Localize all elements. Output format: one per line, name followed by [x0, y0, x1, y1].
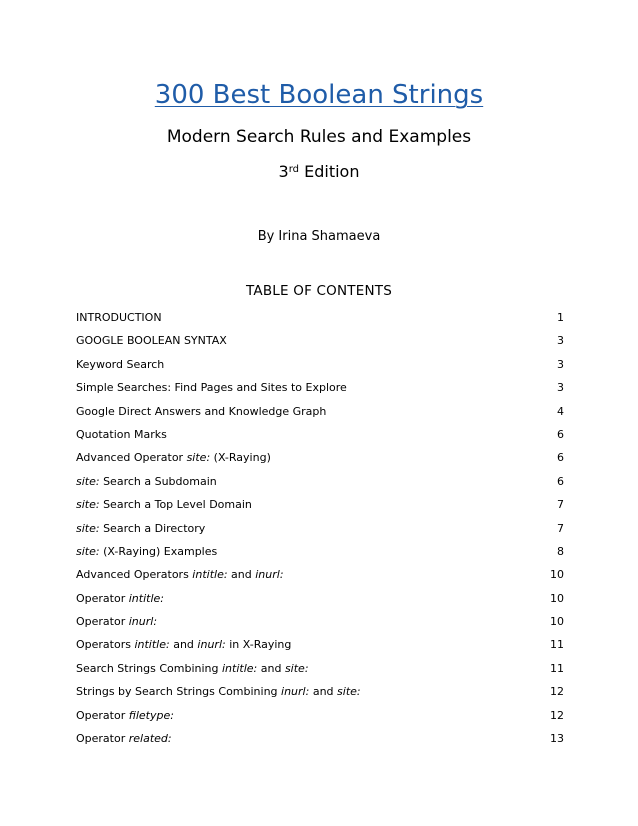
toc-entry-title — [76, 329, 227, 352]
toc-entry-text: (X-Raying) — [210, 451, 271, 465]
toc-entry[interactable] — [76, 704, 564, 727]
toc-entry-title — [76, 727, 172, 750]
toc-entry-title — [76, 470, 217, 493]
toc-entry[interactable] — [76, 353, 564, 376]
toc-entry-operator: site: — [186, 451, 211, 465]
toc-entry-text: Operators — [76, 638, 135, 652]
document-subtitle: Modern Search Rules and Examples — [166, 127, 472, 147]
toc-entry-text: in X-Raying — [225, 638, 292, 652]
toc-entry-title — [76, 423, 167, 446]
toc-entry-operator: site: — [337, 685, 361, 699]
toc-entry[interactable] — [76, 306, 564, 329]
toc-entry-operator: inurl: — [128, 615, 158, 629]
toc-entry-title — [76, 563, 284, 586]
edition-line — [0, 160, 638, 184]
toc-entry[interactable] — [76, 446, 564, 469]
toc-entry-page-number: 7 — [557, 521, 564, 535]
toc-entry[interactable] — [76, 400, 564, 423]
toc-entry-page-number: 10 — [550, 591, 564, 605]
toc-entry-text: INTRODUCTION — [76, 311, 162, 324]
toc-entry-text: Search Strings Combining — [76, 661, 222, 675]
toc-entry-text: and — [169, 638, 198, 652]
toc-entry-text: and — [257, 661, 285, 675]
toc-entry-text: Operator — [76, 732, 129, 746]
toc-entry-operator: site: — [76, 474, 100, 488]
toc-entry-text: Search a Top Level Domain — [99, 498, 252, 512]
toc-entry-operator: filetype: — [128, 708, 174, 722]
toc-entry-text: Operator — [76, 591, 129, 605]
toc-entry-title — [76, 376, 347, 399]
toc-entry-page-number: 6 — [557, 427, 564, 441]
toc-entry-operator: related: — [128, 732, 172, 746]
toc-entry[interactable] — [76, 517, 564, 540]
toc-entry-text: Search a Subdomain — [99, 474, 217, 488]
toc-entry-text: and — [227, 568, 256, 582]
toc-heading: TABLE OF CONTENTS — [246, 283, 392, 299]
toc-entry-page-number: 12 — [550, 685, 564, 699]
toc-entry-title — [76, 633, 291, 656]
edition-ordinal-suffix: rd — [288, 164, 300, 175]
toc-entry[interactable] — [76, 727, 564, 750]
toc-entry[interactable] — [76, 657, 564, 680]
toc-entry-text: GOOGLE BOOLEAN SYNTAX — [76, 334, 227, 348]
toc-entry-operator: intitle: — [192, 568, 228, 582]
toc-entry[interactable] — [76, 470, 564, 493]
toc-entry-operator: intitle: — [128, 591, 164, 605]
toc-entry-operator: site: — [76, 544, 100, 558]
toc-entry-text: and — [309, 685, 338, 699]
toc-entry[interactable] — [76, 329, 564, 352]
toc-entry[interactable] — [76, 563, 564, 586]
author-byline: By Irina Shamaeva — [257, 229, 381, 244]
toc-entry-operator: intitle: — [222, 661, 258, 675]
toc-entry-text: Operator — [76, 708, 129, 722]
toc-entry-page-number: 13 — [550, 732, 564, 746]
table-of-contents — [76, 306, 564, 750]
toc-entry-title — [76, 704, 174, 727]
toc-entry[interactable] — [76, 587, 564, 610]
toc-entry-text: Operator — [76, 615, 129, 629]
toc-entry[interactable] — [76, 423, 564, 446]
toc-entry[interactable] — [76, 680, 564, 703]
toc-entry-text: Advanced Operator — [76, 451, 187, 465]
toc-entry-text: Search a Directory — [99, 521, 206, 535]
toc-entry[interactable] — [76, 610, 564, 633]
toc-entry-page-number: 10 — [550, 615, 564, 629]
toc-entry-text: Advanced Operators — [76, 568, 193, 582]
toc-entry[interactable] — [76, 376, 564, 399]
toc-entry-title — [76, 610, 157, 633]
toc-entry-title — [76, 446, 271, 469]
toc-entry-page-number: 11 — [550, 661, 564, 675]
toc-entry-text: Google Direct Answers and Knowledge Graph — [76, 404, 327, 418]
toc-entry-title — [76, 680, 361, 703]
document-title-link[interactable]: 300 Best Boolean Strings — [154, 80, 484, 110]
toc-entry-operator: inurl: — [255, 568, 284, 582]
toc-entry-page-number: 1 — [557, 311, 564, 324]
toc-entry[interactable] — [76, 493, 564, 516]
edition-label: Edition — [304, 162, 360, 181]
toc-entry-title — [76, 400, 326, 423]
toc-entry-text: Simple Searches: Find Pages and Sites to Explore — [76, 381, 347, 395]
toc-entry-page-number: 12 — [550, 708, 564, 722]
toc-entry-page-number: 3 — [557, 357, 564, 371]
document-title[interactable] — [0, 78, 638, 112]
toc-entry-page-number: 10 — [550, 568, 564, 582]
toc-entry-title — [76, 540, 217, 563]
toc-entry-text: Strings by Search Strings Combining — [76, 685, 282, 699]
toc-entry-page-number: 6 — [557, 474, 564, 488]
toc-entry-page-number: 7 — [557, 498, 564, 512]
toc-entry-title — [76, 493, 252, 516]
toc-entry-title — [76, 353, 164, 376]
toc-entry-page-number: 6 — [557, 451, 564, 465]
toc-entry-title — [76, 657, 309, 680]
toc-entry-operator: site: — [284, 661, 309, 675]
toc-entry-title — [76, 517, 205, 540]
toc-entry-page-number: 11 — [550, 638, 564, 652]
toc-entry-text: Keyword Search — [76, 357, 165, 371]
toc-entry-title — [76, 587, 164, 610]
toc-entry-page-number: 3 — [557, 334, 564, 348]
toc-entry-operator: inurl: — [197, 638, 226, 652]
toc-entry-page-number: 8 — [557, 544, 564, 558]
edition-number: 3 — [278, 162, 289, 181]
toc-entry-operator: site: — [76, 498, 100, 512]
toc-entry-page-number: 3 — [557, 381, 564, 395]
toc-entry-operator: inurl: — [281, 685, 310, 699]
toc-entry-text: (X-Raying) Examples — [99, 544, 218, 558]
toc-entry[interactable] — [76, 633, 564, 656]
toc-entry-operator: site: — [76, 521, 100, 535]
toc-entry[interactable] — [76, 540, 564, 563]
toc-entry-text: Quotation Marks — [76, 427, 167, 441]
toc-entry-operator: intitle: — [134, 638, 170, 652]
toc-entry-page-number: 4 — [557, 404, 564, 418]
toc-entry-title — [76, 306, 162, 329]
